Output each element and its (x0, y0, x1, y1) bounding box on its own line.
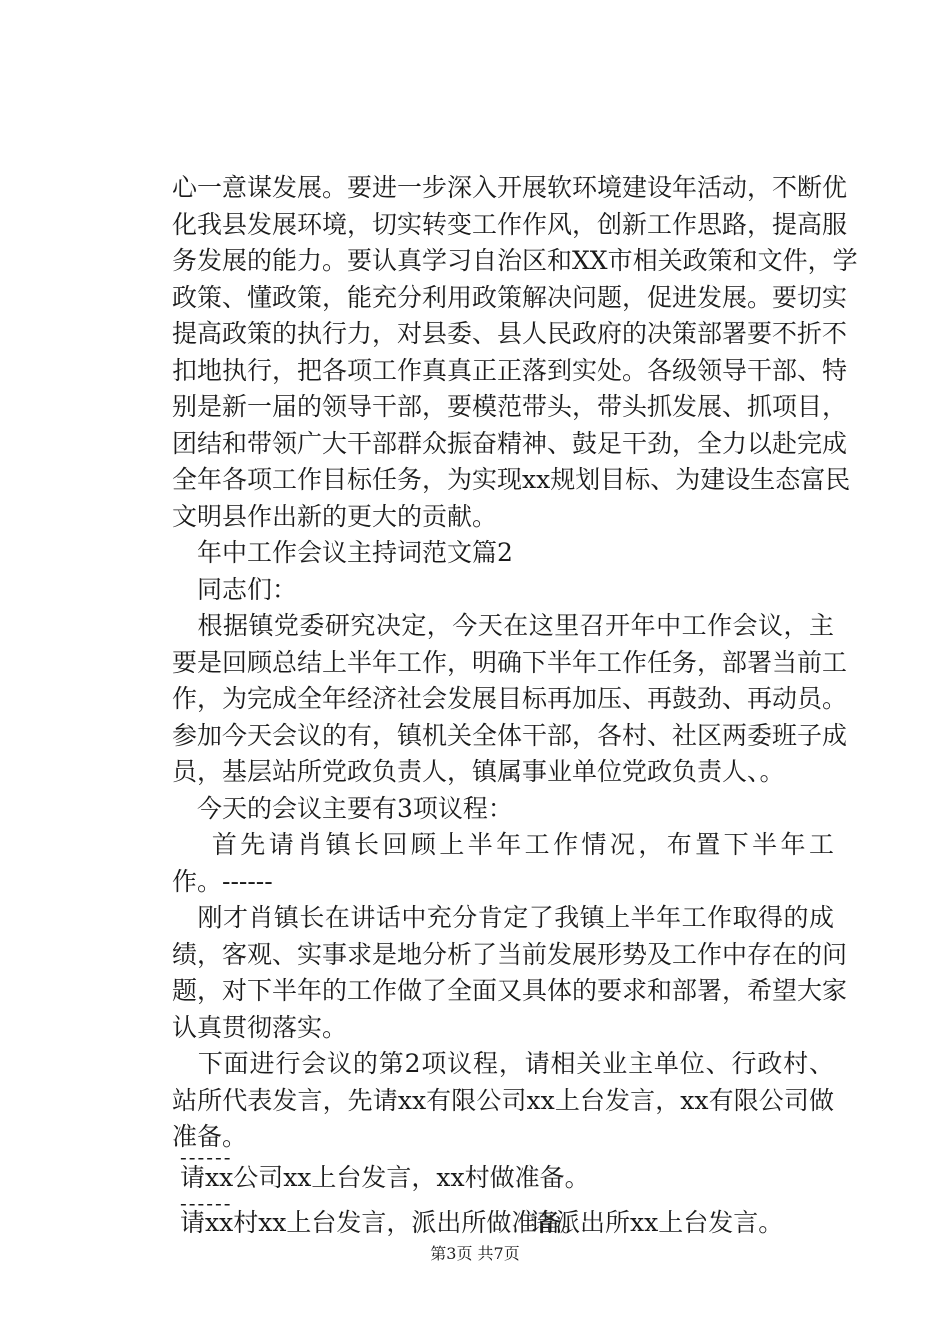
paragraph-line: 政策、懂政策，能充分利用政策解决问题，促进发展。要切实 (172, 283, 848, 312)
dash-separator: ------ (180, 1145, 233, 1169)
page-footer: 第3页 共7页 (430, 1244, 520, 1263)
paragraph-line: 提高政策的执行力，对县委、县人民政府的决策部署要不折不 (172, 319, 848, 348)
paragraph-line: 全年各项工作目标任务，为实现xx规划目标、为建设生态富民 (172, 465, 851, 494)
paragraph-line: 请派出所xx上台发言。 (530, 1208, 784, 1237)
paragraph-line: 首先请肖镇长回顾上半年工作情况，布置下半年工 (172, 830, 834, 859)
paragraph-line: 刚才肖镇长在讲话中充分肯定了我镇上半年工作取得的成 (172, 903, 834, 932)
paragraph-line: 作。------ (172, 867, 273, 896)
paragraph-line: 请xx公司xx上台发言，xx村做准备。 (180, 1163, 590, 1192)
paragraph-line: 作，为完成全年经济社会发展目标再加压、再鼓劲、再动员。 (172, 684, 848, 713)
paragraph-line: 文明县作出新的更大的贡献。 (172, 502, 498, 531)
paragraph-line: 站所代表发言，先请xx有限公司xx上台发言，xx有限公司做 (172, 1086, 834, 1115)
paragraph-line: 根据镇党委研究决定，今天在这里召开年中工作会议，主 (172, 611, 834, 640)
paragraph-line: 团结和带领广大干部群众振奋精神、鼓足干劲，全力以赴完成 (172, 429, 848, 458)
paragraph-line: 认真贯彻落实。 (172, 1013, 348, 1042)
paragraph-line: 心一意谋发展。要进一步深入开展软环境建设年活动，不断优 (172, 173, 848, 202)
paragraph-line: 参加今天会议的有，镇机关全体干部，各村、社区两委班子成 (172, 721, 848, 750)
paragraph-line: 员，基层站所党政负责人，镇属事业单位党政负责人、。 (172, 757, 785, 786)
paragraph-line: 化我县发展环境，切实转变工作作风，创新工作思路，提高服 (172, 210, 848, 239)
dash-separator: ------ (180, 1191, 233, 1215)
section-heading: 年中工作会议主持词范文篇2 (172, 538, 513, 567)
paragraph-line: 请xx村xx上台发言，派出所做准备。 (180, 1208, 587, 1237)
paragraph-line: 别是新一届的领导干部，要模范带头，带头抓发展、抓项目， (172, 392, 848, 421)
salutation: 同志们： (172, 575, 298, 604)
paragraph-line: 绩，客观、实事求是地分析了当前发展形势及工作中存在的问 (172, 940, 848, 969)
paragraph-line: 要是回顾总结上半年工作，明确下半年工作任务，部署当前工 (172, 648, 848, 677)
paragraph-line: 下面进行会议的第2项议程，请相关业主单位、行政村、 (172, 1049, 834, 1078)
paragraph-line: 务发展的能力。要认真学习自治区和XX市相关政策和文件，学 (172, 246, 858, 275)
paragraph-line: 扣地执行，把各项工作真真正正落到实处。各级领导干部、特 (172, 356, 848, 385)
paragraph-line: 今天的会议主要有3项议程： (172, 794, 513, 823)
paragraph-line: 题，对下半年的工作做了全面又具体的要求和部署，希望大家 (172, 976, 848, 1005)
paragraph-line: 准备。 (172, 1122, 248, 1151)
